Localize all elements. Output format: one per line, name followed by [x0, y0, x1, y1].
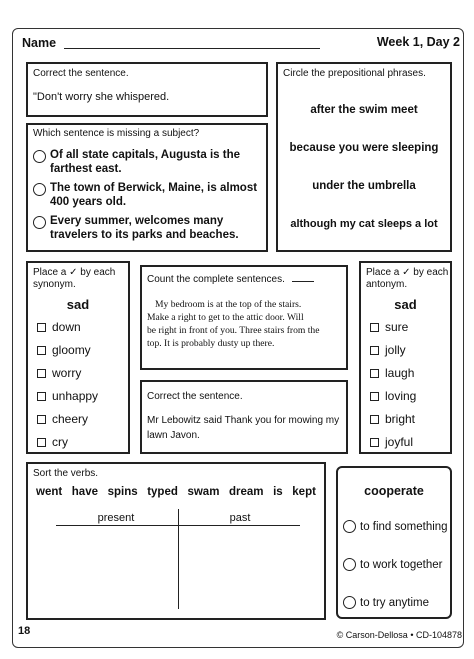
checkbox-icon[interactable]: [37, 392, 46, 401]
phrase-3[interactable]: under the umbrella: [312, 180, 416, 192]
week-day-label: Week 1, Day 2: [376, 35, 460, 49]
antonym-target-word: sad: [394, 297, 417, 312]
past-answer-area[interactable]: [181, 528, 300, 608]
synonym-item[interactable]: [37, 366, 81, 380]
t-chart-vertical-line: [178, 509, 179, 609]
sort-verbs-instruction: Sort the verbs.: [33, 468, 99, 479]
synonym-target-word: sad: [66, 297, 90, 312]
synonym-instruction-line2: synonym.: [33, 279, 76, 290]
vocab-option-label: to work together: [360, 558, 443, 571]
synonym-item[interactable]: [37, 435, 68, 449]
option-bubble-icon[interactable]: [343, 520, 356, 533]
option-bubble-icon[interactable]: [343, 558, 356, 571]
subject-option-1[interactable]: [33, 148, 262, 176]
correct-sentence-text[interactable]: "Don't worry she whispered.: [33, 91, 170, 103]
present-answer-area[interactable]: [56, 528, 176, 608]
count-answer-blank[interactable]: [292, 281, 314, 282]
checkbox-icon[interactable]: [37, 438, 46, 447]
antonym-item[interactable]: [370, 343, 406, 357]
count-passage: [147, 298, 319, 350]
verb-word: dream: [229, 486, 264, 498]
present-column-heading: present: [97, 512, 135, 524]
vocab-option-1[interactable]: [343, 520, 448, 533]
antonym-item[interactable]: [370, 366, 414, 380]
checkbox-icon[interactable]: [37, 415, 46, 424]
synonym-box: [26, 261, 130, 454]
checkbox-icon[interactable]: [370, 323, 379, 332]
synonym-item[interactable]: [37, 320, 81, 334]
antonym-instruction-line2: antonym.: [366, 279, 408, 290]
synonym-item-label: cheery: [52, 412, 89, 426]
option-bubble-icon[interactable]: [33, 183, 46, 196]
antonym-instruction-line1: Place a ✓ by each: [366, 267, 449, 278]
checkbox-icon[interactable]: [370, 438, 379, 447]
verb-word: is: [273, 486, 283, 498]
checkbox-icon[interactable]: [370, 369, 379, 378]
phrase-1[interactable]: after the swim meet: [310, 104, 418, 116]
checkbox-icon[interactable]: [370, 346, 379, 355]
phrase-4[interactable]: although my cat sleeps a lot: [290, 218, 438, 230]
option-text: Every summer, welcomes many: [50, 215, 224, 227]
phrase-2[interactable]: because you were sleeping: [289, 142, 439, 154]
count-sentences-box: [140, 265, 348, 370]
synonym-item-label: unhappy: [52, 389, 99, 403]
synonym-item[interactable]: [37, 412, 88, 426]
synonym-item-label: cry: [52, 435, 68, 449]
verb-word: swam: [187, 486, 220, 498]
synonym-instruction-line1: Place a ✓ by each: [33, 267, 116, 278]
option-bubble-icon[interactable]: [33, 150, 46, 163]
correct-sentence-box-1: [26, 62, 268, 117]
name-label: Name: [22, 36, 57, 50]
option-text: Of all state capitals, Augusta is the: [50, 149, 241, 161]
prepositional-box: [276, 62, 452, 252]
option-bubble-icon[interactable]: [343, 596, 356, 609]
correct-sentence-2-instruction: Correct the sentence.: [147, 391, 243, 402]
vocab-option-2[interactable]: [343, 558, 442, 571]
correct-sentence-instruction: Correct the sentence.: [33, 68, 129, 79]
verb-word: went: [36, 486, 63, 498]
count-instruction-text: Count the complete sentences.: [147, 274, 285, 285]
antonym-item-label: laugh: [385, 366, 415, 380]
missing-subject-box: [26, 123, 268, 252]
prepositional-instruction: Circle the prepositional phrases.: [283, 68, 426, 79]
antonym-item-label: joyful: [385, 435, 414, 449]
subject-option-3[interactable]: [33, 214, 262, 242]
verb-word: typed: [147, 486, 178, 498]
verb-list: [36, 486, 316, 498]
vocab-box: [336, 466, 452, 619]
vocab-word: cooperate: [364, 484, 424, 498]
vocab-option-label: to find something: [360, 520, 448, 533]
sentence-line: lawn Javon.: [147, 430, 200, 441]
subject-option-2[interactable]: [33, 181, 262, 209]
synonym-item-label: gloomy: [52, 343, 91, 357]
missing-subject-instruction: Which sentence is missing a subject?: [33, 128, 200, 139]
option-text: farthest east.: [50, 163, 122, 175]
checkbox-icon[interactable]: [37, 369, 46, 378]
antonym-item-label: jolly: [385, 343, 406, 357]
verb-word: have: [71, 486, 98, 498]
antonym-item-label: loving: [385, 389, 417, 403]
sort-verbs-box: [26, 462, 326, 620]
antonym-item[interactable]: [370, 435, 413, 449]
synonym-item[interactable]: [37, 389, 98, 403]
passage-line: Make a right to get to the attic door. Will: [147, 312, 304, 323]
correct-sentence-box-2: [140, 380, 348, 454]
verb-word: kept: [292, 486, 316, 498]
synonym-item[interactable]: [37, 343, 91, 357]
verb-word: spins: [107, 486, 138, 498]
checkbox-icon[interactable]: [37, 323, 46, 332]
antonym-box: [359, 261, 452, 454]
passage-line: be right in front of you. Three stairs from the: [147, 325, 320, 336]
antonym-item[interactable]: [370, 389, 416, 403]
antonym-item-label: sure: [385, 320, 409, 334]
sentence-line: Mr Lebowitz said Thank you for mowing my: [147, 415, 340, 426]
copyright-text: © Carson-Dellosa • CD-104878: [336, 630, 462, 640]
option-bubble-icon[interactable]: [33, 216, 46, 229]
passage-line: top. It is probably dusty up there.: [147, 338, 275, 349]
count-instruction: [147, 274, 314, 285]
past-column-heading: past: [229, 512, 251, 524]
checkbox-icon[interactable]: [37, 346, 46, 355]
correct-sentence-2-text[interactable]: [147, 413, 339, 443]
option-text: 400 years old.: [50, 196, 127, 208]
vocab-option-3[interactable]: [343, 596, 429, 609]
passage-line: My bedroom is at the top of the stairs.: [155, 299, 302, 310]
option-text: The town of Berwick, Maine, is almost: [50, 182, 258, 194]
antonym-item[interactable]: [370, 320, 408, 334]
checkbox-icon[interactable]: [370, 392, 379, 401]
page-number: 18: [18, 625, 31, 637]
synonym-item-label: worry: [52, 366, 82, 380]
option-text: travelers to its parks and beaches.: [50, 229, 239, 241]
checkbox-icon[interactable]: [370, 415, 379, 424]
vocab-option-label: to try anytime: [360, 596, 430, 609]
antonym-item-label: bright: [385, 412, 416, 426]
antonym-item[interactable]: [370, 412, 415, 426]
synonym-item-label: down: [52, 320, 81, 334]
